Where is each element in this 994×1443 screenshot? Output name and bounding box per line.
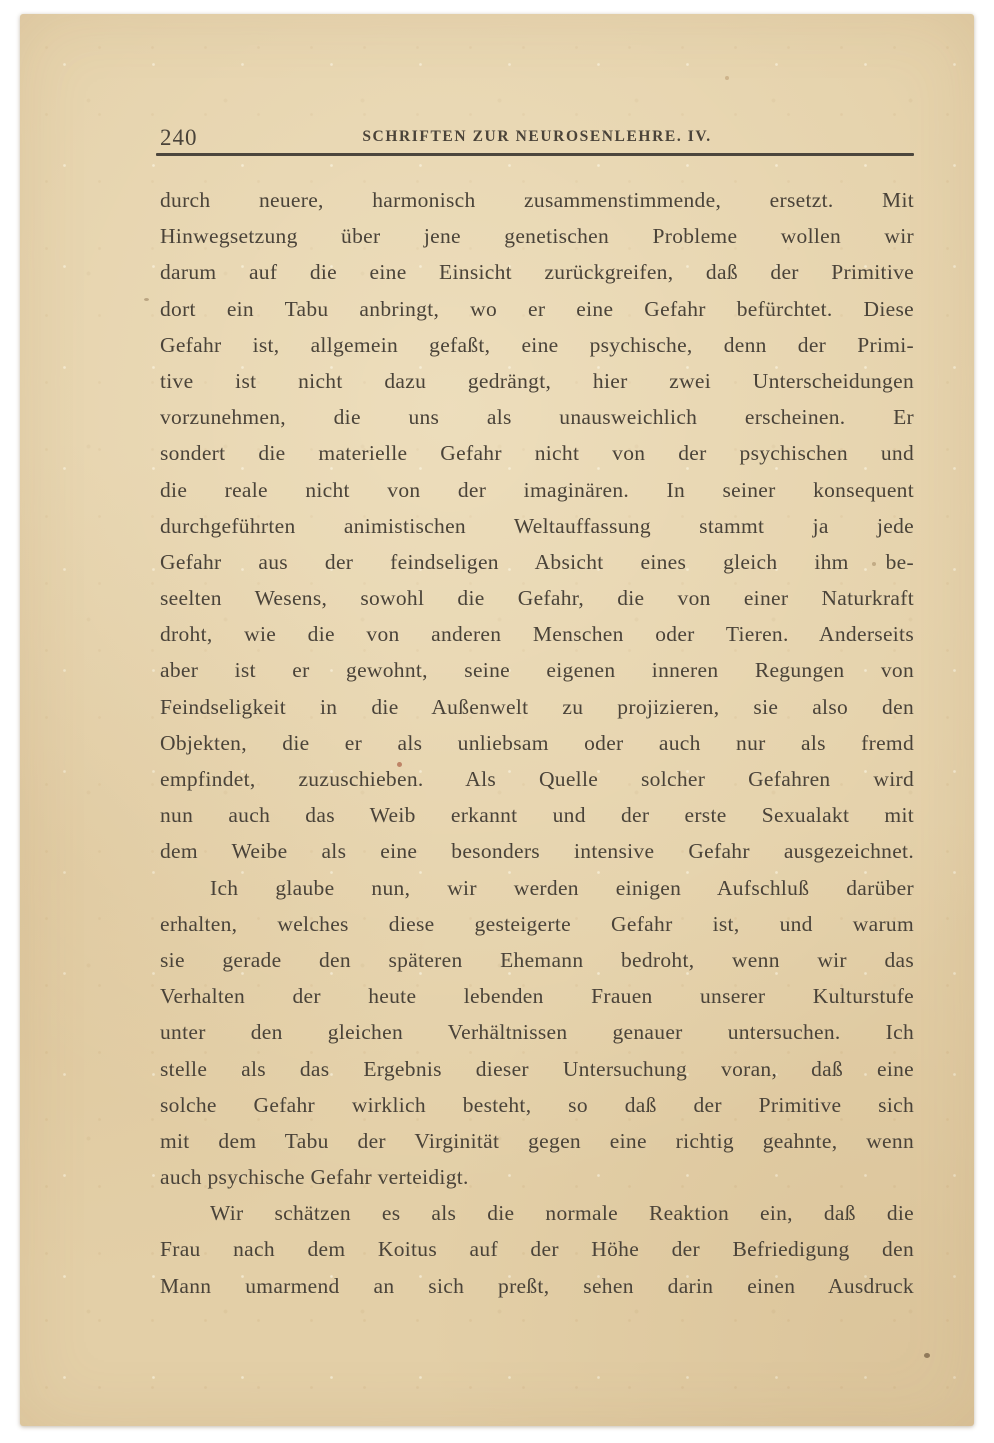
text-line: nun auch das Weib erkannt und der erste Sexualakt mit [160,803,914,828]
text-line: Gefahr ist, allgemein gefaßt, eine psychische, denn der Primi- [160,332,914,357]
text-line: seelten Wesens, sowohl die Gefahr, die von einer Naturkraft [160,586,914,611]
text-line: vorzunehmen, die uns als unausweichlich erscheinen. Er [160,405,914,430]
text-line: mit dem Tabu der Virginität gegen eine richtig geahnte, wenn [160,1128,914,1153]
text-line: empfindet, zuzuschieben. Als Quelle solcher Gefahren wird [160,767,914,791]
text-line: Hinwegsetzung über jene genetischen Probleme wollen wir [160,224,914,249]
text-line: Gefahr aus der feindseligen Absicht eines gleich ihm be- [160,549,914,574]
text-line: Mann umarmend an sich preßt, sehen darin einen Ausdruck [160,1273,914,1298]
text-line: dort ein Tabu anbringt, wo er eine Gefahr befürchtet. Diese [160,296,914,321]
text-line: Frau nach dem Koitus auf der Höhe der Befriedigung den [160,1237,914,1262]
text-line: auch psychische Gefahr verteidigt. [160,1165,469,1190]
text-line: stelle als das Ergebnis dieser Untersuchung voran, daß eine [160,1056,914,1081]
paper-speck [924,1353,930,1358]
body-text [160,182,914,1304]
running-title: SCHRIFTEN ZUR NEUROSENLEHRE. IV. [362,128,712,145]
text-line: Wir schätzen es als die normale Reaktion ein, daß die [210,1201,914,1226]
header-rule [156,153,914,156]
text-line: solche Gefahr wirklich besteht, so daß der Primitive sich [160,1092,914,1117]
text-line: Ich glaube nun, wir werden einigen Aufschluß darüber [210,875,914,900]
page-number: 240 [160,125,198,150]
text-line: unter den gleichen Verhältnissen genauer untersuchen. Ich [160,1020,914,1045]
paper-speck [144,298,149,301]
text-line: dem Weibe als eine besonders intensive Gefahr ausgezeichnet. [160,839,914,864]
text-line: durchgeführten animistischen Weltauffassung stammt ja jede [160,513,914,538]
text-line: darum auf die eine Einsicht zurückgreifen, daß der Primitive [160,260,914,285]
text-line: die reale nicht von der imaginären. In seiner konsequent [160,477,914,502]
book-page [20,14,974,1426]
text-line: sondert die materielle Gefahr nicht von der psychischen und [160,441,914,466]
text-line: erhalten, welches diese gesteigerte Gefahr ist, und warum [160,911,914,936]
text-line: durch neuere, harmonisch zusammenstimmende, ersetzt. Mit [160,188,914,212]
text-line: droht, wie die von anderen Menschen oder Tieren. Anderseits [160,622,914,647]
text-line: sie gerade den späteren Ehemann bedroht, wenn wir das [160,947,914,972]
text-line: Objekten, die er als unliebsam oder auch nur als fremd [160,730,914,755]
text-line: Verhalten der heute lebenden Frauen unserer Kulturstufe [160,984,914,1009]
text-line: tive ist nicht dazu gedrängt, hier zwei Unterscheidungen [160,368,914,393]
text-line: aber ist er gewohnt, seine eigenen inneren Regungen von [160,658,914,683]
paper-speck [725,76,729,80]
text-line: Feindseligkeit in die Außenwelt zu projizieren, sie also den [160,694,914,719]
